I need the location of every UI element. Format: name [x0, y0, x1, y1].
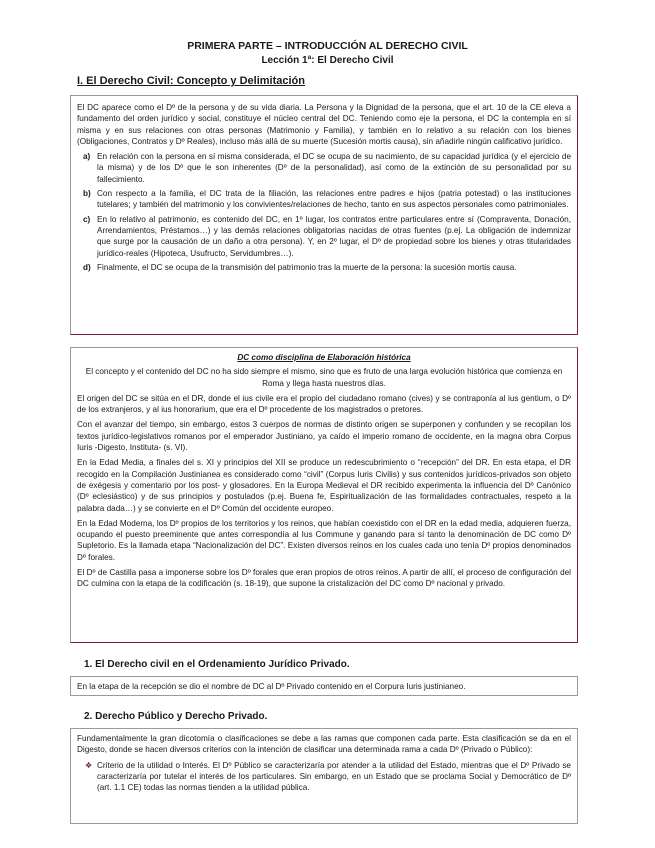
- history-paragraph: En la Edad Media, a finales del s. XI y principios del XII se produce un redescubrimiento o “recepción” del DR. En esta etapa, el DR recogido en la Compilación Justinianea es considerado como “civil” (Corpus Iuris Civilis) y sus contenidos jurídicos-privados son objeto de exégesis y comentario por los post- y glosadores. En la Europa Medieval el DR recibido experimenta la influencia del Dº Canónico (Dº eclesiástico) y de sus principios y postulados (p.ej. Buena fe, Espiritualización de las formalidades contractuales, respeto a la palabra dada…) y se convierte en el Dº Común del occidente europeo.: [77, 458, 571, 513]
- concept-list-item: [83, 262, 571, 273]
- list-item-text: Con respecto a la familia, el DC trata de la filiación, las relaciones entre padres e hijos (patria potestad) o las instituciones tutelares; y también del matrimonio y los convivientes/relaciones de hecho, tanto en sus aspectos personales como patrimoniales.: [97, 189, 571, 210]
- section-heading-private-law: 1. El Derecho civil en el Ordenamiento Jurídico Privado.: [84, 659, 350, 670]
- list-item-label: b): [83, 189, 91, 199]
- criterion-text: Criterio de la utilidad o Interés. El Dº Público se caracterizaría por atender a la utilidad del Estado, mientras que el Dº Privado se caracterizaría por tutelar el interés de los particulares. Sin embargo, en un Estado que se proclama Social y Democrático de Dº (art. 1.1 CE) todas las normas tienden a la utilidad pública.: [97, 760, 571, 793]
- history-paragraph: El Dº de Castilla pasa a imponerse sobre los Dº forales que eran propios de otros reinos. A partir de allí, el proceso de configuración del DC culmina con la etapa de la codificación (s. 18-19), que supone la cristalización del DC como Dº nacional y privado.: [77, 568, 571, 589]
- concept-box: [70, 95, 578, 335]
- concept-list-item: [83, 151, 571, 185]
- list-item-text: Finalmente, el DC se ocupa de la transmisión del patrimonio tras la muerte de la persona: la sucesión mortis causa.: [97, 262, 517, 272]
- concept-intro: El DC aparece como el Dº de la persona y de su vida diaria. La Persona y la Dignidad de la persona, que el art. 10 de la CE eleva a fundamento del orden jurídico y social, constituye el núcleo central del DC. Teniendo como eje la persona, el DC la contempla en sí misma y en sus relaciones con otras personas (Matrimonio y Familia), y también en lo relativo a su relación con los bienes (Obligaciones, Contratos y Dº Reales), incluso más allá de su muerte (Sucesión mortis causa), sin añadirle ningún calificativo jurídico.: [77, 103, 571, 146]
- section-heading-public-private: 2. Derecho Público y Derecho Privado.: [84, 711, 268, 722]
- list-item-text: En lo relativo al patrimonio, es contenido del DC, en 1º lugar, los contratos entre particulares entre sí (Compraventa, Donación, Arrendamientos, Préstamos…) y las demás relaciones obligatorias nacidas de otras fuentes (p.ej. La obligación de indemnizar que surge por la causación de un daño a otra persona). Y, en 2º lugar, el Dº de propiedad sobre los bienes y otras titularidades jurídico-reales (Hipoteca, Usufructo, Servidumbres…).: [97, 214, 571, 258]
- concept-list-item: [83, 188, 571, 211]
- diamond-bullet-icon: ❖: [85, 760, 93, 770]
- public-private-box: [70, 728, 578, 824]
- history-box: [70, 347, 578, 643]
- history-lead: El concepto y el contenido del DC no ha sido siempre el mismo, sino que es fruto de una larga evolución histórica que comienza en Roma y llega hasta nuestros días.: [85, 367, 563, 388]
- part-title: PRIMERA PARTE – INTRODUCCIÓN AL DERECHO CIVIL: [187, 40, 468, 52]
- list-item-label: c): [83, 214, 91, 224]
- history-paragraphs: [77, 393, 571, 590]
- concept-list: [77, 151, 571, 273]
- section-heading-concept: I. El Derecho Civil: Concepto y Delimitación: [77, 75, 305, 87]
- private-law-box: [70, 676, 578, 696]
- history-paragraph: En la Edad Moderna, los Dº propios de los territorios y los reinos, que habían coexistido con el DR en la edad media, adquieren fuerza, ocupando el puesto preeminente que antes correspondía al Ius Commune y ganando para sí tanto la denominación de DC como Dº Supletorio. Es la llamada etapa “Nacionalización del DC”. Existen diversos reinos en los cuales cada uno tenía Dº propios denominados Dº forales.: [77, 518, 571, 562]
- lesson-title: Lección 1ª: El Derecho Civil: [261, 55, 394, 66]
- list-item-label: d): [83, 262, 91, 272]
- list-item-label: a): [83, 152, 91, 162]
- history-paragraph: Con el avanzar del tiempo, sin embargo, estos 3 cuerpos de normas de distinto origen se superponen y confunden y se recopilan los textos jurídico-legislativos romanos por el emperador Justiniano, ya caído el imperio romano de occidente, en la magna obra Corpus Iuris -Digesto, Instituta- (s. VI).: [77, 420, 571, 453]
- list-item-text: En relación con la persona en sí misma considerada, el DC se ocupa de su nacimiento, de su capacidad jurídica (y el ejercicio de la misma) y de los Dº que le son inherentes (Dº de la personalidad), así como de la extinción de su personalidad por su fallecimiento.: [97, 152, 571, 184]
- concept-list-item: [83, 214, 571, 259]
- public-private-text: Fundamentalmente la gran dicotomía o clasificaciones se debe a las ramas que componen cada parte. Esta clasificación se da en el Digesto, donde se hacen diversos criterios con la intención de clasificar una determinada rama a cada Dº (Privado o Público):: [77, 734, 571, 755]
- history-paragraph: El origen del DC se sitúa en el DR, donde el ius civile era el propio del ciudadano romano (cives) y se contraponía al ius gentium, o Dº de los extranjeros, y al ius honorarium, que era el Dº procedente de los magistrados o pretores.: [77, 393, 571, 415]
- private-law-text: En la etapa de la recepción se dio el nombre de DC al Dº Privado contenido en el Corpura Iuris justinianeo.: [77, 682, 466, 691]
- criterion-bullet: [85, 760, 571, 794]
- history-title: DC como disciplina de Elaboración histórica: [237, 353, 411, 362]
